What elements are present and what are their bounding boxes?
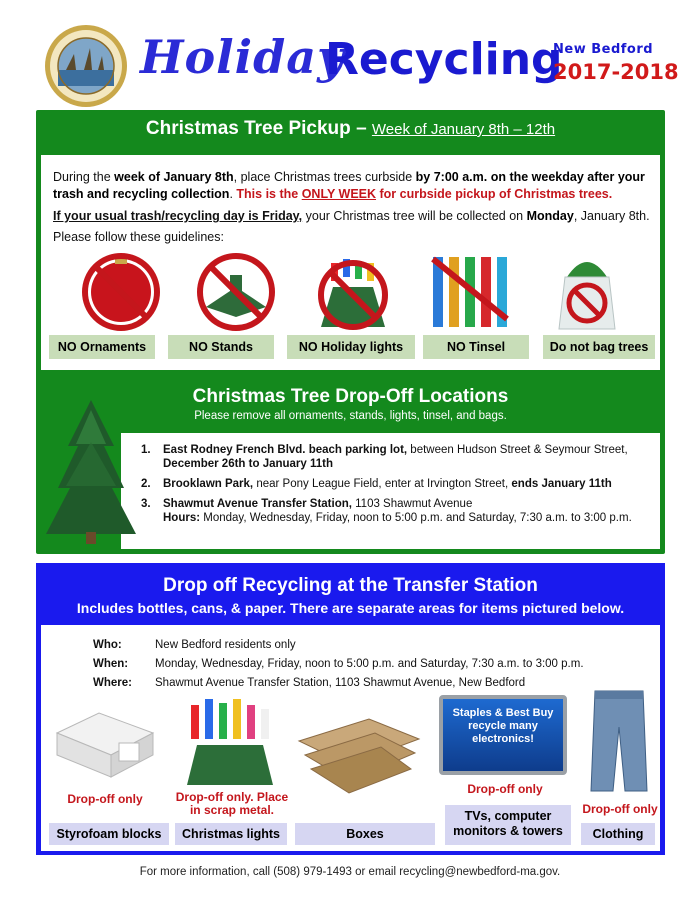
location-item: 1. East Rodney French Blvd. beach parking lot, between Hudson Street & Seymour Street, December 26th to January 11th: [141, 444, 628, 470]
jeans-icon: [589, 687, 649, 793]
pickup-title: Christmas Tree Pickup – Week of January 8th – 12th: [145, 118, 556, 139]
guideline-icons: [51, 247, 651, 332]
label-clothing: Clothing: [581, 823, 655, 845]
title-recycling: Recycling: [325, 34, 563, 85]
header: [0, 0, 700, 108]
styrofoam-note: Drop-off only: [67, 792, 143, 806]
no-bag-icon: [537, 247, 637, 332]
no-stand-icon: [186, 247, 286, 332]
dropoff-locations: [141, 443, 651, 531]
no-tinsel-icon: [419, 247, 519, 332]
location-item: 2. Brooklawn Park, near Pony League Field, enter at Irvington Street, ends January 11th: [141, 478, 612, 490]
boxes-icon: [291, 711, 425, 795]
city-name: New Bedford: [553, 42, 654, 57]
no-holiday-lights-icon: [303, 247, 403, 332]
lights-note: Drop-off only. Place in scrap metal.: [175, 790, 289, 817]
city-seal-icon: [44, 24, 128, 108]
dropoff-panel: [121, 433, 660, 549]
clothing-note: Drop-off only: [582, 802, 658, 816]
label-no-lights: NO Holiday lights: [287, 335, 415, 359]
label-no-ornaments: NO Ornaments: [49, 335, 155, 359]
guidelines-text: Please follow these guidelines:: [53, 230, 224, 244]
pickup-panel: [41, 155, 660, 370]
label-christmas-lights: Christmas lights: [175, 823, 287, 845]
dropoff-subtitle: Please remove all ornaments, stands, lights, tinsel, and bags.: [194, 410, 507, 422]
christmas-tree-icon: [42, 396, 140, 546]
label-no-bag: Do not bag trees: [543, 335, 655, 359]
tv-note: Drop-off only: [467, 782, 543, 796]
pickup-week: Week of January 8th – 12th: [371, 121, 556, 138]
transfer-panel: Who: New Bedford residents only When: Monday, Wednesday, Friday, noon to 5:00 p.m. and Saturday, 7:30 a.m. to 3:00 p.m. Where: Shawmut Avenue Transfer Station, 1103 Shawmut Avenue, New Bedford Drop-off only Styrofoam blocks Drop-off only. Place in scrap metal. Christmas lights Boxes Staples & Best Buy recycle many electronics! Drop-off only TVs, computer monitors & towers Drop-off only Clothing: [41, 625, 660, 851]
location-item: 3. Shawmut Avenue Transfer Station, 1103 Shawmut Avenue Hours: Monday, Wednesday, Friday, noon to 5:00 p.m. and Saturday, 7:30 a.m. to 3:00 p.m.: [141, 498, 632, 524]
guideline-labels: [49, 335, 655, 359]
pickup-paragraph-1: During the week of January 8th, place Christmas trees curbside by 7:00 a.m. on the weekday after your trash and recycling collection. This is the ONLY WEEK for curbside pickup of Christmas trees.: [53, 170, 645, 201]
footer-contact: For more information, call (508) 979-1493 or email recycling@newbedford-ma.gov.: [139, 866, 561, 878]
christmas-tree-section: [36, 110, 665, 554]
label-styrofoam: Styrofoam blocks: [49, 823, 169, 845]
no-ornament-icon: [71, 247, 171, 332]
transfer-station-section: [36, 563, 665, 855]
tv-screen-text: Staples & Best Buy recycle many electronics!: [452, 707, 554, 745]
season-years: 2017-2018: [553, 60, 679, 84]
dropoff-title: Christmas Tree Drop-Off Locations: [192, 386, 509, 407]
christmas-lights-icon: [175, 695, 285, 787]
transfer-subtitle: Includes bottles, cans, & paper. There are separate areas for items pictured below.: [76, 600, 625, 616]
transfer-title: Drop off Recycling at the Transfer Station: [163, 575, 538, 596]
title-holiday: Holiday: [140, 30, 345, 84]
label-no-tinsel: NO Tinsel: [423, 335, 529, 359]
label-tvs: TVs, computer monitors & towers: [445, 805, 571, 845]
styrofoam-icon: [49, 703, 159, 783]
pickup-paragraph-2: If your usual trash/recycling day is Friday, your Christmas tree will be collected on Monday, January 8th.: [53, 209, 650, 223]
label-no-stands: NO Stands: [168, 335, 274, 359]
label-boxes: Boxes: [295, 823, 435, 845]
tv-monitor-icon: [439, 695, 567, 775]
